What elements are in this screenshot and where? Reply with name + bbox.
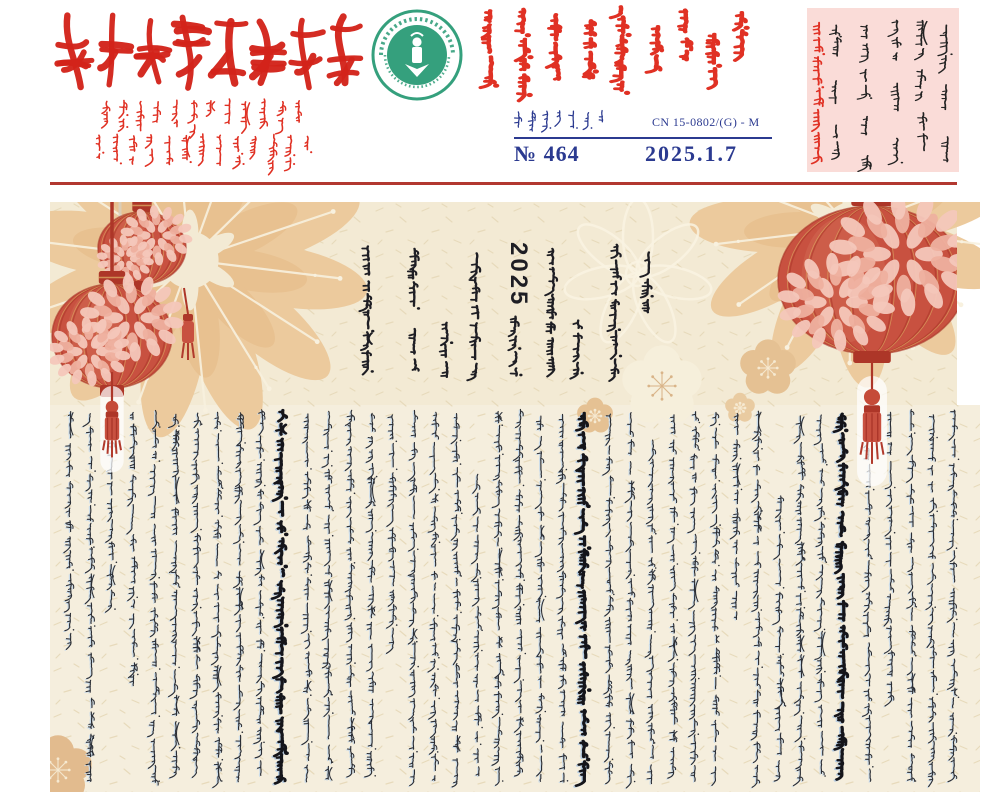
issue-number: № 464 [514,141,580,166]
calligraphy-glyph [287,10,323,94]
calligraphy-glyph [55,10,91,94]
masthead-subtitle-glyph [299,134,316,168]
contents-box [807,8,959,172]
masthead-title-calligraphy [55,10,367,98]
masthead-subtitle-glyph [125,134,142,173]
masthead [0,0,1008,200]
masthead-script-column [702,34,726,96]
university-logo [370,6,464,104]
lantern-tassel [100,372,123,472]
masthead-script-column [544,14,568,94]
calligraphy-glyph [171,10,207,94]
banner-year: 2025 [505,242,532,308]
masthead-subtitle-glyph [98,99,115,131]
contents-script-cluster [886,81,908,130]
contents-script-cluster [912,67,934,106]
masthead-script-column [478,8,502,98]
calligraphy-glyph [132,10,168,94]
lantern-tassels-overlay [50,202,980,792]
masthead-subtitle-glyph [108,134,125,178]
masthead-subtitle-glyph [160,134,177,178]
contents-script-cluster [936,25,958,77]
contents-script-cluster [826,25,848,68]
publication-serial-glyph [594,110,610,137]
masthead-subtitle-glyph [282,134,299,173]
masthead-subtitle-glyph [212,134,229,178]
publication-date: 2025.1.7 [645,141,738,166]
contents-script-cluster [912,20,934,63]
masthead-script-column [512,8,536,104]
lantern-tassel [857,362,887,486]
masthead-script-column [610,6,634,102]
contents-script-cluster [886,137,908,174]
masthead-subtitle-glyph [143,134,160,168]
masthead-subtitle-glyph [168,99,185,136]
university-logo-emblem [370,6,464,104]
masthead-subtitle-glyph [265,134,282,178]
masthead-subtitle-glyph [203,99,220,131]
masthead-script-column [646,26,670,78]
masthead-subtitle-glyph [221,99,238,136]
contents-script-cluster [856,115,878,150]
contents-script-cluster [826,80,848,117]
header-rule [50,182,957,185]
contents-script-cluster [856,154,878,174]
masthead-subtitle-glyph [247,134,264,168]
masthead-script-column [674,10,698,68]
publication-divider [514,137,772,139]
contents-script-cluster [826,124,848,168]
contents-script-cluster [886,20,908,70]
contents-script-cluster [936,134,958,174]
masthead-subtitle-glyph [256,99,273,131]
calligraphy-glyph [209,10,245,94]
calligraphy-glyph [94,10,130,94]
masthead-subtitle-glyph [230,134,247,173]
calligraphy-glyph [325,10,361,94]
calligraphy-glyph [248,10,284,94]
masthead-subtitle-glyph [91,134,108,168]
masthead-subtitle-glyph [115,99,132,136]
contents-script-cluster [936,83,958,125]
masthead-script-column [730,12,754,66]
contents-script-cluster [856,67,878,109]
masthead-script-column [578,20,602,86]
front-page-panel [50,202,980,792]
publication-code: CN 15-0802/(G) - M [652,115,760,129]
masthead-subtitle-glyph [150,99,167,131]
contents-script-cluster [856,24,878,65]
masthead-subtitle-glyph [195,134,212,168]
contents-script-cluster [912,110,934,158]
masthead-subtitle-glyph [178,134,195,173]
masthead-subtitle-glyph [274,99,291,136]
